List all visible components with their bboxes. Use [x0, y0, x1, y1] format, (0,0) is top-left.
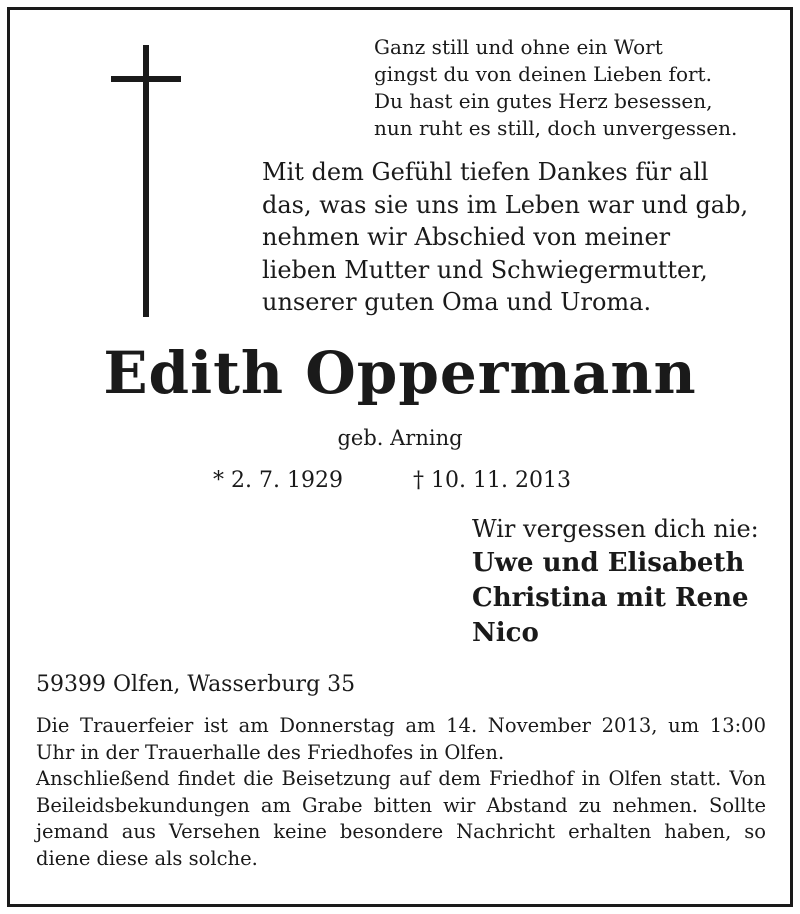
funeral-info-paragraph: Anschließend findet die Beisetzung auf dem Friedhof in Olfen statt. Von Beileidsbekundungen am Grabe bitten wir Abstand zu nehmen. Sollte jemand aus Versehen keine besondere Nachricht erhalten haben, so diene diese als solche.	[36, 767, 766, 870]
poem-line: Du hast ein gutes Herz besessen,	[374, 89, 713, 113]
deceased-name: Edith Oppermann	[103, 339, 697, 407]
mourner-name: Uwe und Elisabeth	[472, 548, 745, 578]
intro-line: unserer guten Oma und Uroma.	[262, 288, 652, 316]
intro-line: das, was sie uns im Leben war und gab,	[262, 190, 749, 219]
mourner-name: Nico	[472, 618, 539, 648]
poem	[374, 34, 794, 142]
death-date: † 10. 11. 2013	[413, 468, 571, 493]
cross-vertical-bar	[143, 45, 149, 317]
address: 59399 Olfen, Wasserburg 35	[36, 672, 356, 697]
maiden-name: geb. Arning	[337, 426, 463, 450]
birth-date: * 2. 7. 1929	[213, 468, 343, 493]
intro-line: lieben Mutter und Schwiegermutter,	[262, 255, 708, 284]
funeral-info	[36, 713, 766, 872]
intro-line: Mit dem Gefühl tiefen Dankes für all	[262, 158, 709, 186]
funeral-info-paragraph: Die Trauerfeier ist am Donnerstag am 14. November 2013, um 13:00 Uhr in der Trauerhalle des Friedhofes in Olfen.	[36, 714, 766, 764]
cross-horizontal-bar	[111, 76, 181, 82]
intro-text	[262, 156, 782, 319]
poem-line: nun ruht es still, doch unvergessen.	[374, 116, 738, 140]
poem-line: Ganz still und ohne ein Wort	[374, 35, 663, 59]
mourners	[472, 512, 792, 651]
mourners-intro: Wir vergessen dich nie:	[472, 515, 759, 543]
poem-line: gingst du von deinen Lieben fort.	[374, 62, 712, 86]
intro-line: nehmen wir Abschied von meiner	[262, 223, 671, 251]
mourner-name: Christina mit Rene	[472, 583, 749, 613]
